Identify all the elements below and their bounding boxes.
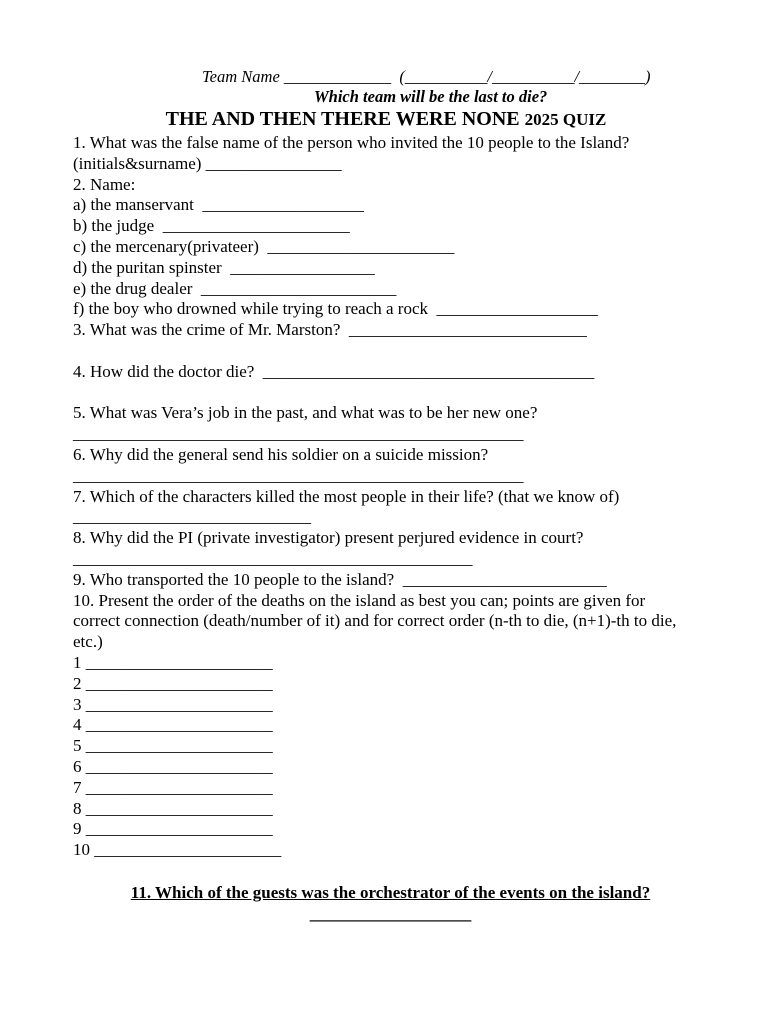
- death-order-line: 10 ______________________: [73, 840, 282, 860]
- question-2-item: a) the manservant ___________________: [73, 195, 364, 215]
- title-main: THE AND THEN THERE WERE NONE: [165, 108, 525, 130]
- question-2-item: c) the mercenary(privateer) ______________________: [73, 236, 455, 256]
- spacer: [73, 341, 693, 362]
- death-order-line: 1 ______________________: [73, 652, 273, 672]
- question-2-item: e) the drug dealer _______________________: [73, 278, 397, 298]
- death-order-line: 8 ______________________: [73, 798, 273, 818]
- question-7: 7. Which of the characters killed the most people in their life? (that we know of) ____________________________: [73, 486, 620, 527]
- death-order-line: 6 ______________________: [73, 756, 273, 776]
- subtitle: Which team will be the last to die?: [314, 87, 548, 106]
- spacer: [73, 383, 693, 404]
- spacer: [73, 861, 693, 882]
- question-5: 5. What was Vera’s job in the past, and what was to be her new one?: [73, 403, 538, 423]
- death-order-line: 3 ______________________: [73, 694, 273, 714]
- question-6: 6. Why did the general send his soldier on a suicide mission?: [73, 444, 489, 464]
- death-order-line: 2 ______________________: [73, 673, 273, 693]
- title-year: 2025 QUIZ: [524, 110, 607, 129]
- answer-line-11: ___________________: [309, 903, 472, 923]
- answer-line-8: _______________________________________________: [73, 548, 473, 568]
- question-10: 10. Present the order of the deaths on the island as best you can; points are given for correct connection (death/number of it) and for correct order (n-th to die, (n+1)-th to die, etc.): [73, 590, 677, 652]
- answer-line-5: _____________________________________________________: [73, 424, 524, 444]
- question-2-item: d) the puritan spinster _________________: [73, 257, 375, 277]
- death-order-line: 4 ______________________: [73, 715, 273, 735]
- question-9: 9. Who transported the 10 people to the island? ________________________: [73, 569, 607, 589]
- question-11: 11. Which of the guests was the orchestrator of the events on the island?: [130, 882, 651, 902]
- question-2-item: b) the judge ______________________: [73, 216, 350, 236]
- death-order-line: 5 ______________________: [73, 736, 273, 756]
- answer-line-6: _____________________________________________________: [73, 465, 524, 485]
- question-3: 3. What was the crime of Mr. Marston? ____________________________: [73, 320, 587, 340]
- question-4: 4. How did the doctor die? _______________________________________: [73, 361, 595, 381]
- question-8: 8. Why did the PI (private investigator) present perjured evidence in court?: [73, 528, 584, 548]
- page-title: [73, 106, 693, 133]
- death-order-line: 7 ______________________: [73, 777, 273, 797]
- quiz-page: [73, 66, 693, 924]
- team-name-line: Team Name _____________ (__________/__________/________): [202, 67, 651, 86]
- death-order-line: 9 ______________________: [73, 819, 273, 839]
- question-2-intro: 2. Name:: [73, 174, 136, 194]
- question-1: 1. What was the false name of the person who invited the 10 people to the Island? (initials&surname) ________________: [73, 133, 630, 173]
- question-2-item: f) the boy who drowned while trying to reach a rock ___________________: [73, 299, 598, 319]
